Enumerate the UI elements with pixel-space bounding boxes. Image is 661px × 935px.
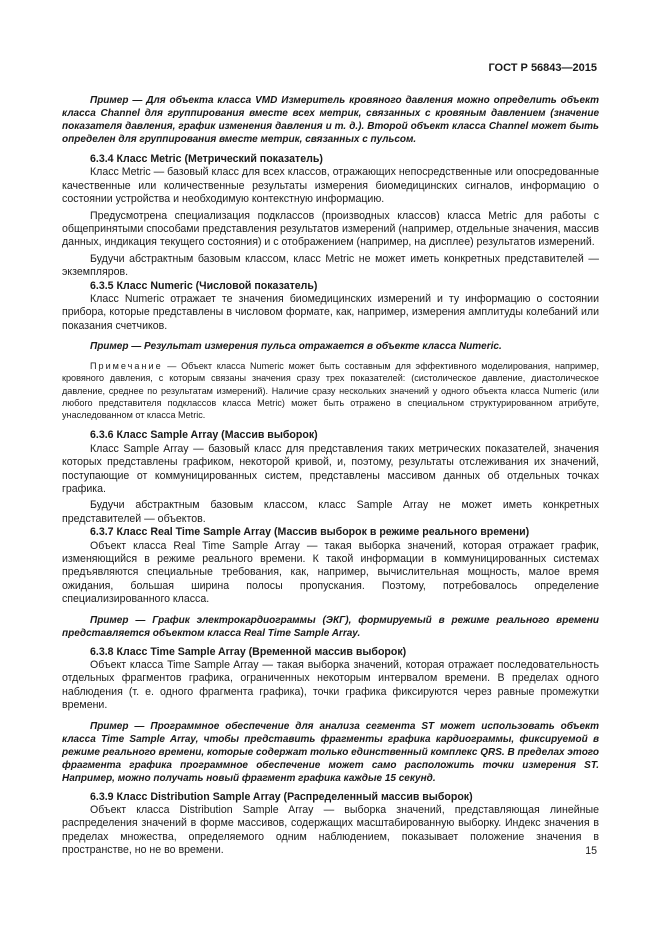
section-6-3-7-heading: 6.3.7 Класс Real Time Sample Array (Массив выборок в режиме реального времени) bbox=[90, 526, 530, 539]
section-6-3-4-heading: 6.3.4 Класс Metric (Метрический показатель) bbox=[90, 153, 323, 165]
section-6-3-9-heading: 6.3.9 Класс Distribution Sample Array (Распределенный массив выборок) bbox=[90, 790, 473, 803]
section-6-3-6-heading: 6.3.6 Класс Sample Array (Массив выборок) bbox=[90, 429, 318, 442]
example-pulse: Пример — Результат измерения пульса отражается в объекте класса Numeric. bbox=[90, 341, 502, 353]
example-st-segment: Пример — Программное обеспечение для анализа сегмента ST может использовать объект класса Time Sample Array, чтобы представить фрагменты графика кардиограммы, фиксируемой в режиме реального времени, которые содержат только единственный комплекс QRS. В пределах этого фрагмента графика программное обеспечение может само расположить точки измерения ST. Например, можно получать новый фрагмент графика каждые 15 секунд. bbox=[62, 720, 599, 784]
paragraph: Объект класса Distribution Sample Array — выборка значений, представляющая линейные распределения значений в форме массивов, содержащих масштабированную выборку. Индекс значения в пределах множества, определяемого одним наблюдением, показывает положение значения в пространстве, но не во времени. bbox=[62, 804, 599, 857]
paragraph: Объект класса Real Time Sample Array — такая выборка значений, которая отражает график, изменяющийся в режиме реального времени. К такой информации в коммуницированных системах предъявляются специальные требования, как, например, вычислительная мощность, малое время ожидания, большая ширина полосы пропускания. Поэтому, потребовалось определение специализированного класса. bbox=[62, 539, 599, 606]
paragraph: Объект класса Time Sample Array — такая выборка значений, которая отражает последовательность отдельных фрагментов графика, ограниченных некоторым интервалом времени. В пределах одного наблюдения (т. е. одного фрагмента графика), точки графика фиксируются через равные промежутки времени. bbox=[62, 658, 599, 712]
page-content bbox=[62, 94, 599, 858]
note bbox=[62, 360, 599, 421]
paragraph: Класс Numeric отражает те значения биомедицинских измерений и ту информацию о состоянии прибора, которые представлены в числовом формате, как, например, измерения амплитуды колебаний или показания счетчиков. bbox=[62, 293, 599, 332]
paragraph: Класс Metric — базовый класс для всех классов, отражающих непосредственные или опосредованные качественные или количественные результаты измерения биомедицинских сигналов, информацию о состоянии устройства и необходимую контекстную информацию. bbox=[62, 166, 599, 206]
paragraph: Будучи абстрактным базовым классом, класс Metric не может иметь конкретных представителей — экземпляров. bbox=[62, 252, 599, 279]
section-6-3-8-heading: 6.3.8 Класс Time Sample Array (Временной массив выборок) bbox=[90, 645, 407, 658]
paragraph: Будучи абстрактным базовым классом, класс Sample Array не может иметь конкретных представителей — объектов. bbox=[62, 499, 599, 525]
example-vmd: Пример — Для объекта класса VMD Измеритель кровяного давления можно определить объект класса Channel для группирования вместе всех метрик, связанных с кровяным давлением (значение показателя давления, график изменения давления и т. д.). Второй объект класса Channel может быть определен для группирования вместе метрик, связанных с пульсом. bbox=[62, 95, 599, 145]
page-number: 15 bbox=[585, 845, 597, 857]
example-ecg: Пример — График электрокардиограммы (ЭКГ), формируемый в режиме реального времени представляется объектом класса Real Time Sample Array. bbox=[62, 614, 599, 639]
paragraph: Класс Sample Array — базовый класс для представления таких метрических показателей, значения которых представлены графиком, некоторой кривой, и, поэтому, результаты отслеживания их значений, поступающие от коммуницированных систем, представлены массивом данных об отдельных точках графика. bbox=[62, 442, 599, 495]
note-text: — Объект класса Numeric может быть составным для эффективного моделирования, например, кровяного давления, с которым связаны значения сразу трех показателей: (систолическое давление, диастолическое давление, среднее по результатам измерений). Наличие сразу нескольких значений у одного объекта класса Numeric (или любого представителя подклассов класса Metric) может быть отражено в специальном структурированном атрибуте, унаследованном от класса Metric. bbox=[62, 361, 599, 421]
paragraph: Предусмотрена специализация подклассов (производных классов) класса Metric для работы с общепринятыми способами представления результатов измерений (например, отдельные значения, массив данных, индикация текущего состояния) и с отображением (например, на дисплее) результатов измерений. bbox=[62, 209, 599, 249]
standard-header: ГОСТ Р 56843—2015 bbox=[488, 62, 597, 74]
note-label: Примечание bbox=[90, 361, 163, 372]
section-6-3-5-heading: 6.3.5 Класс Numeric (Числовой показатель) bbox=[90, 279, 318, 292]
